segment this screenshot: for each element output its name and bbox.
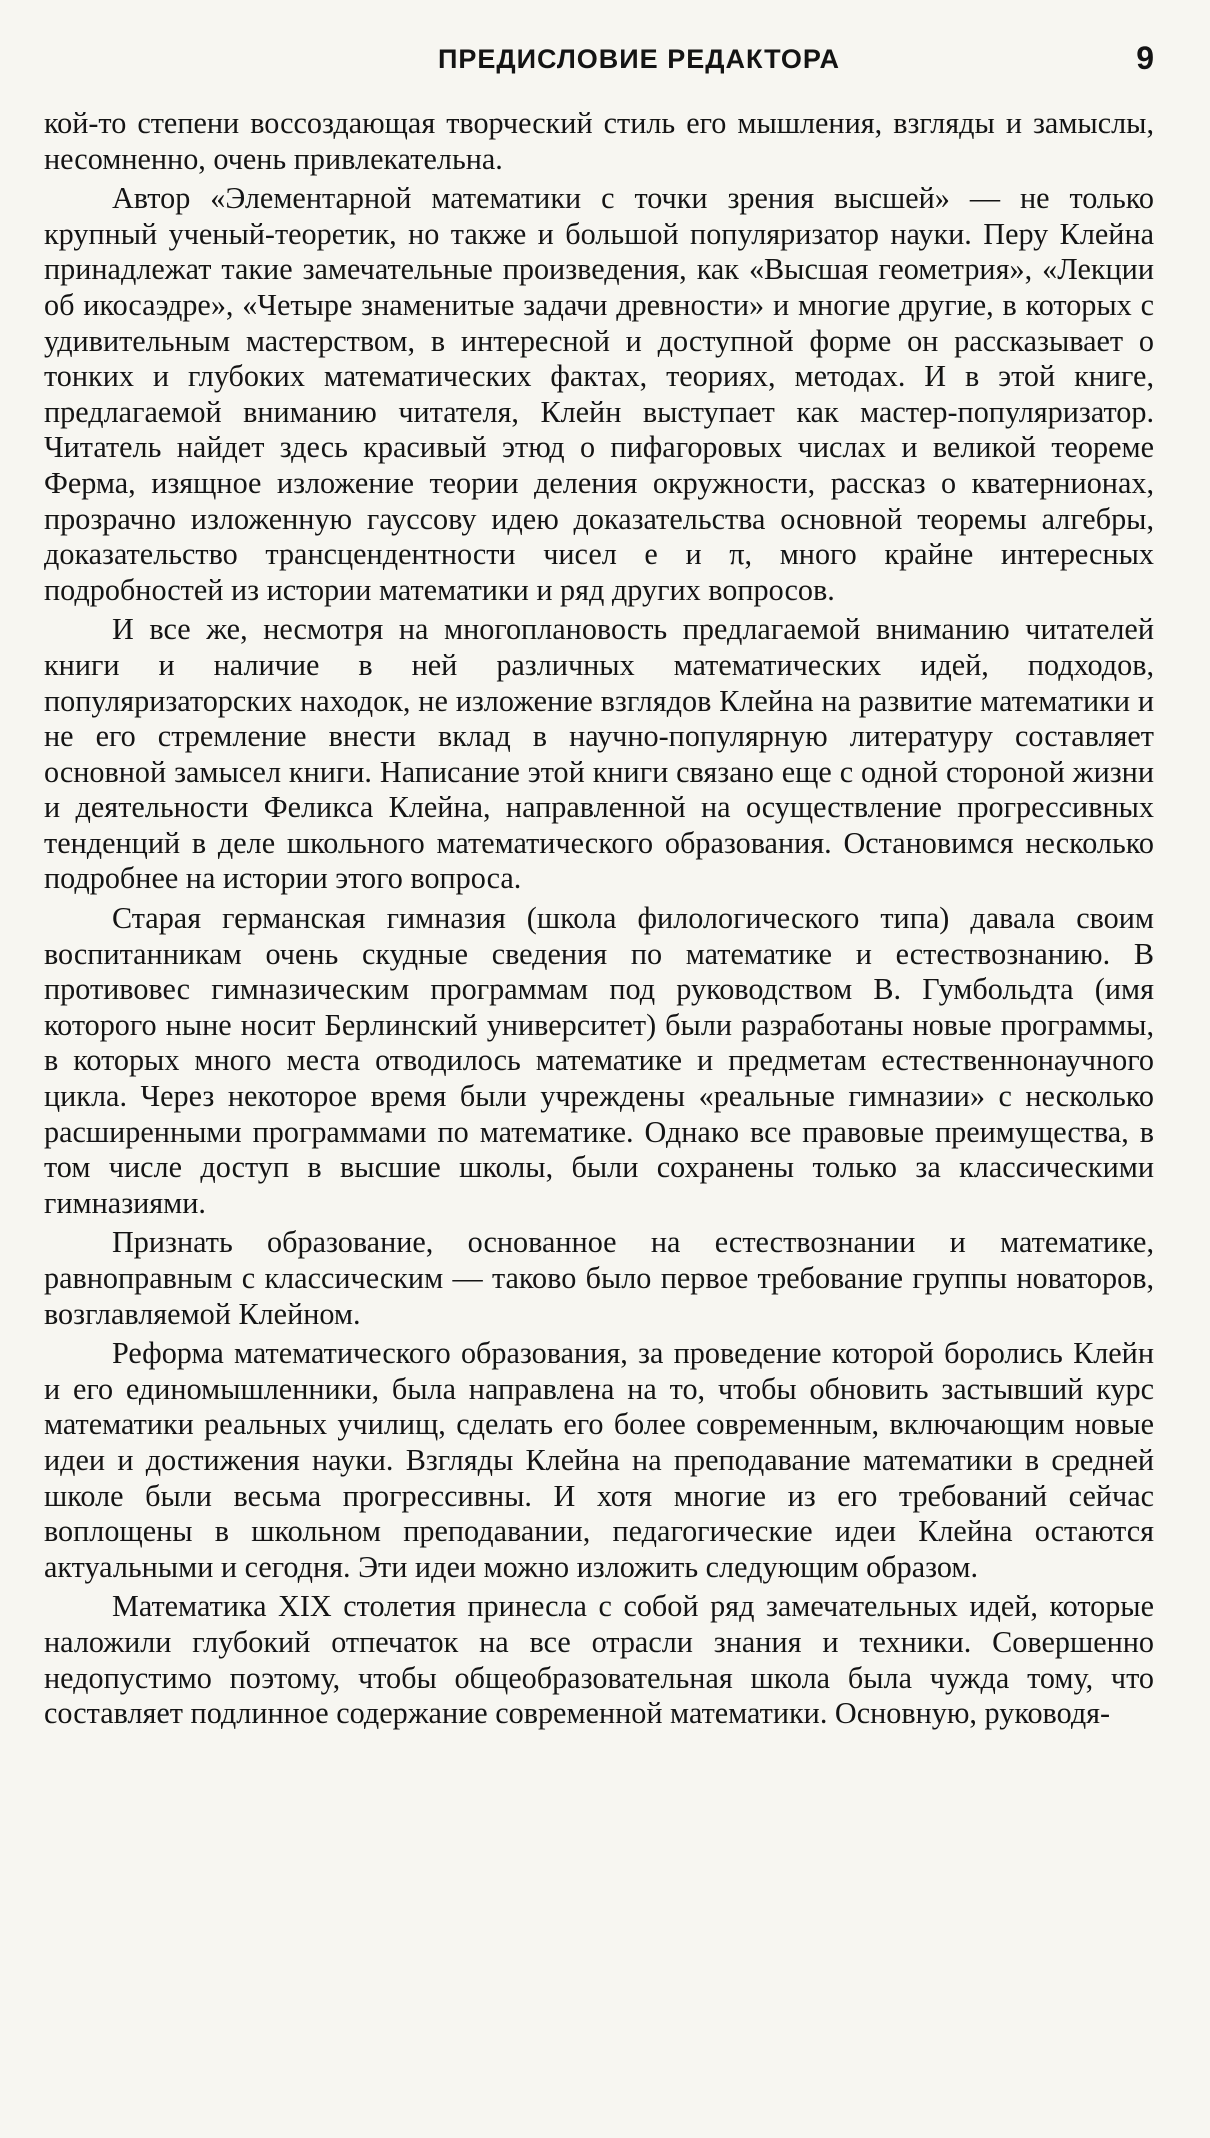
paragraph: Реформа математического образования, за проведение которой боролись Клейн и его единомышленники, была направлена на то, чтобы обновить застывший курс математики реальных училищ, сделать его более современным, включающим новые идеи и достижения науки. Взгляды Клейна на преподавание математики в средней школе были весьма прогрессивны. И хотя многие из его требований сейчас воплощены в школьном преподавании, педагогические идеи Клейна остаются актуальными и сегодня. Эти идеи можно изложить следующим образом. xyxy=(44,1336,1154,1584)
running-title: ПРЕДИСЛОВИЕ РЕДАКТОРА xyxy=(437,44,841,74)
paragraph: Старая германская гимназия (школа филологического типа) давала своим воспитанникам очень скудные сведения по математике и естествознанию. В противовес гимназическим программам под руководством В. Гумбольдта (имя которого ныне носит Берлинский университет) были разработаны новые программы, в которых много места отводилось математике и предметам естественнонаучного цикла. Через некоторое время были учреждены «реальные гимназии» с несколько расширенными программами по математике. Однако все правовые преимущества, в том числе доступ в высшие школы, были сохранены только за классическими гимназиями. xyxy=(44,901,1154,1220)
paragraph: Признать образование, основанное на естествознании и математике, равноправным с классическим — таково было первое требование группы новаторов, возглавляемой Клейном. xyxy=(44,1225,1154,1331)
book-page xyxy=(44,40,1154,1736)
body-text xyxy=(44,106,1154,1732)
paragraph: Автор «Элементарной математики с точки зрения высшей» — не только крупный ученый-теоретик, но также и большой популяризатор науки. Перу Клейна принадлежат такие замечательные произведения, как «Высшая геометрия», «Лекции об икосаэдре», «Четыре знаменитые задачи древности» и многие другие, в которых с удивительным мастерством, в интересной и доступной форме он рассказывает о тонких и глубоких математических фактах, теориях, методах. И в этой книге, предлагаемой вниманию читателя, Клейн выступает как мастер-популяризатор. Читатель найдет здесь красивый этюд о пифагоровых числах и великой теореме Ферма, изящное изложение теории деления окружности, рассказ о кватернионах, прозрачно изложенную гауссову идею доказательства основной теоремы алгебры, доказательство трансцендентности чисел e и π, много крайне интересных подробностей из истории математики и ряд других вопросов. xyxy=(44,181,1154,607)
page-header xyxy=(44,40,1154,88)
paragraph: И все же, несмотря на многоплановость предлагаемой вниманию читателей книги и наличие в ней различных математических идей, подходов, популяризаторских находок, не изложение взглядов Клейна на развитие математики и не его стремление внести вклад в научно-популярную литературу составляет основной замысел книги. Написание этой книги связано еще с одной стороной жизни и деятельности Феликса Клейна, направленной на осуществление прогрессивных тенденций в деле школьного математического образования. Остановимся несколько подробнее на истории этого вопроса. xyxy=(44,612,1154,896)
paragraph-continued: кой-то степени воссоздающая творческий стиль его мышления, взгляды и замыслы, несомненно, очень привлекательна. xyxy=(44,106,1154,176)
paragraph: Математика XIX столетия принесла с собой ряд замечательных идей, которые наложили глубокий отпечаток на все отрасли знания и техники. Совершенно недопустимо поэтому, чтобы общеобразовательная школа была чужда тому, что составляет подлинное содержание современной математики. Основную, руководя- xyxy=(44,1589,1154,1731)
page-number: 9 xyxy=(1136,40,1154,76)
